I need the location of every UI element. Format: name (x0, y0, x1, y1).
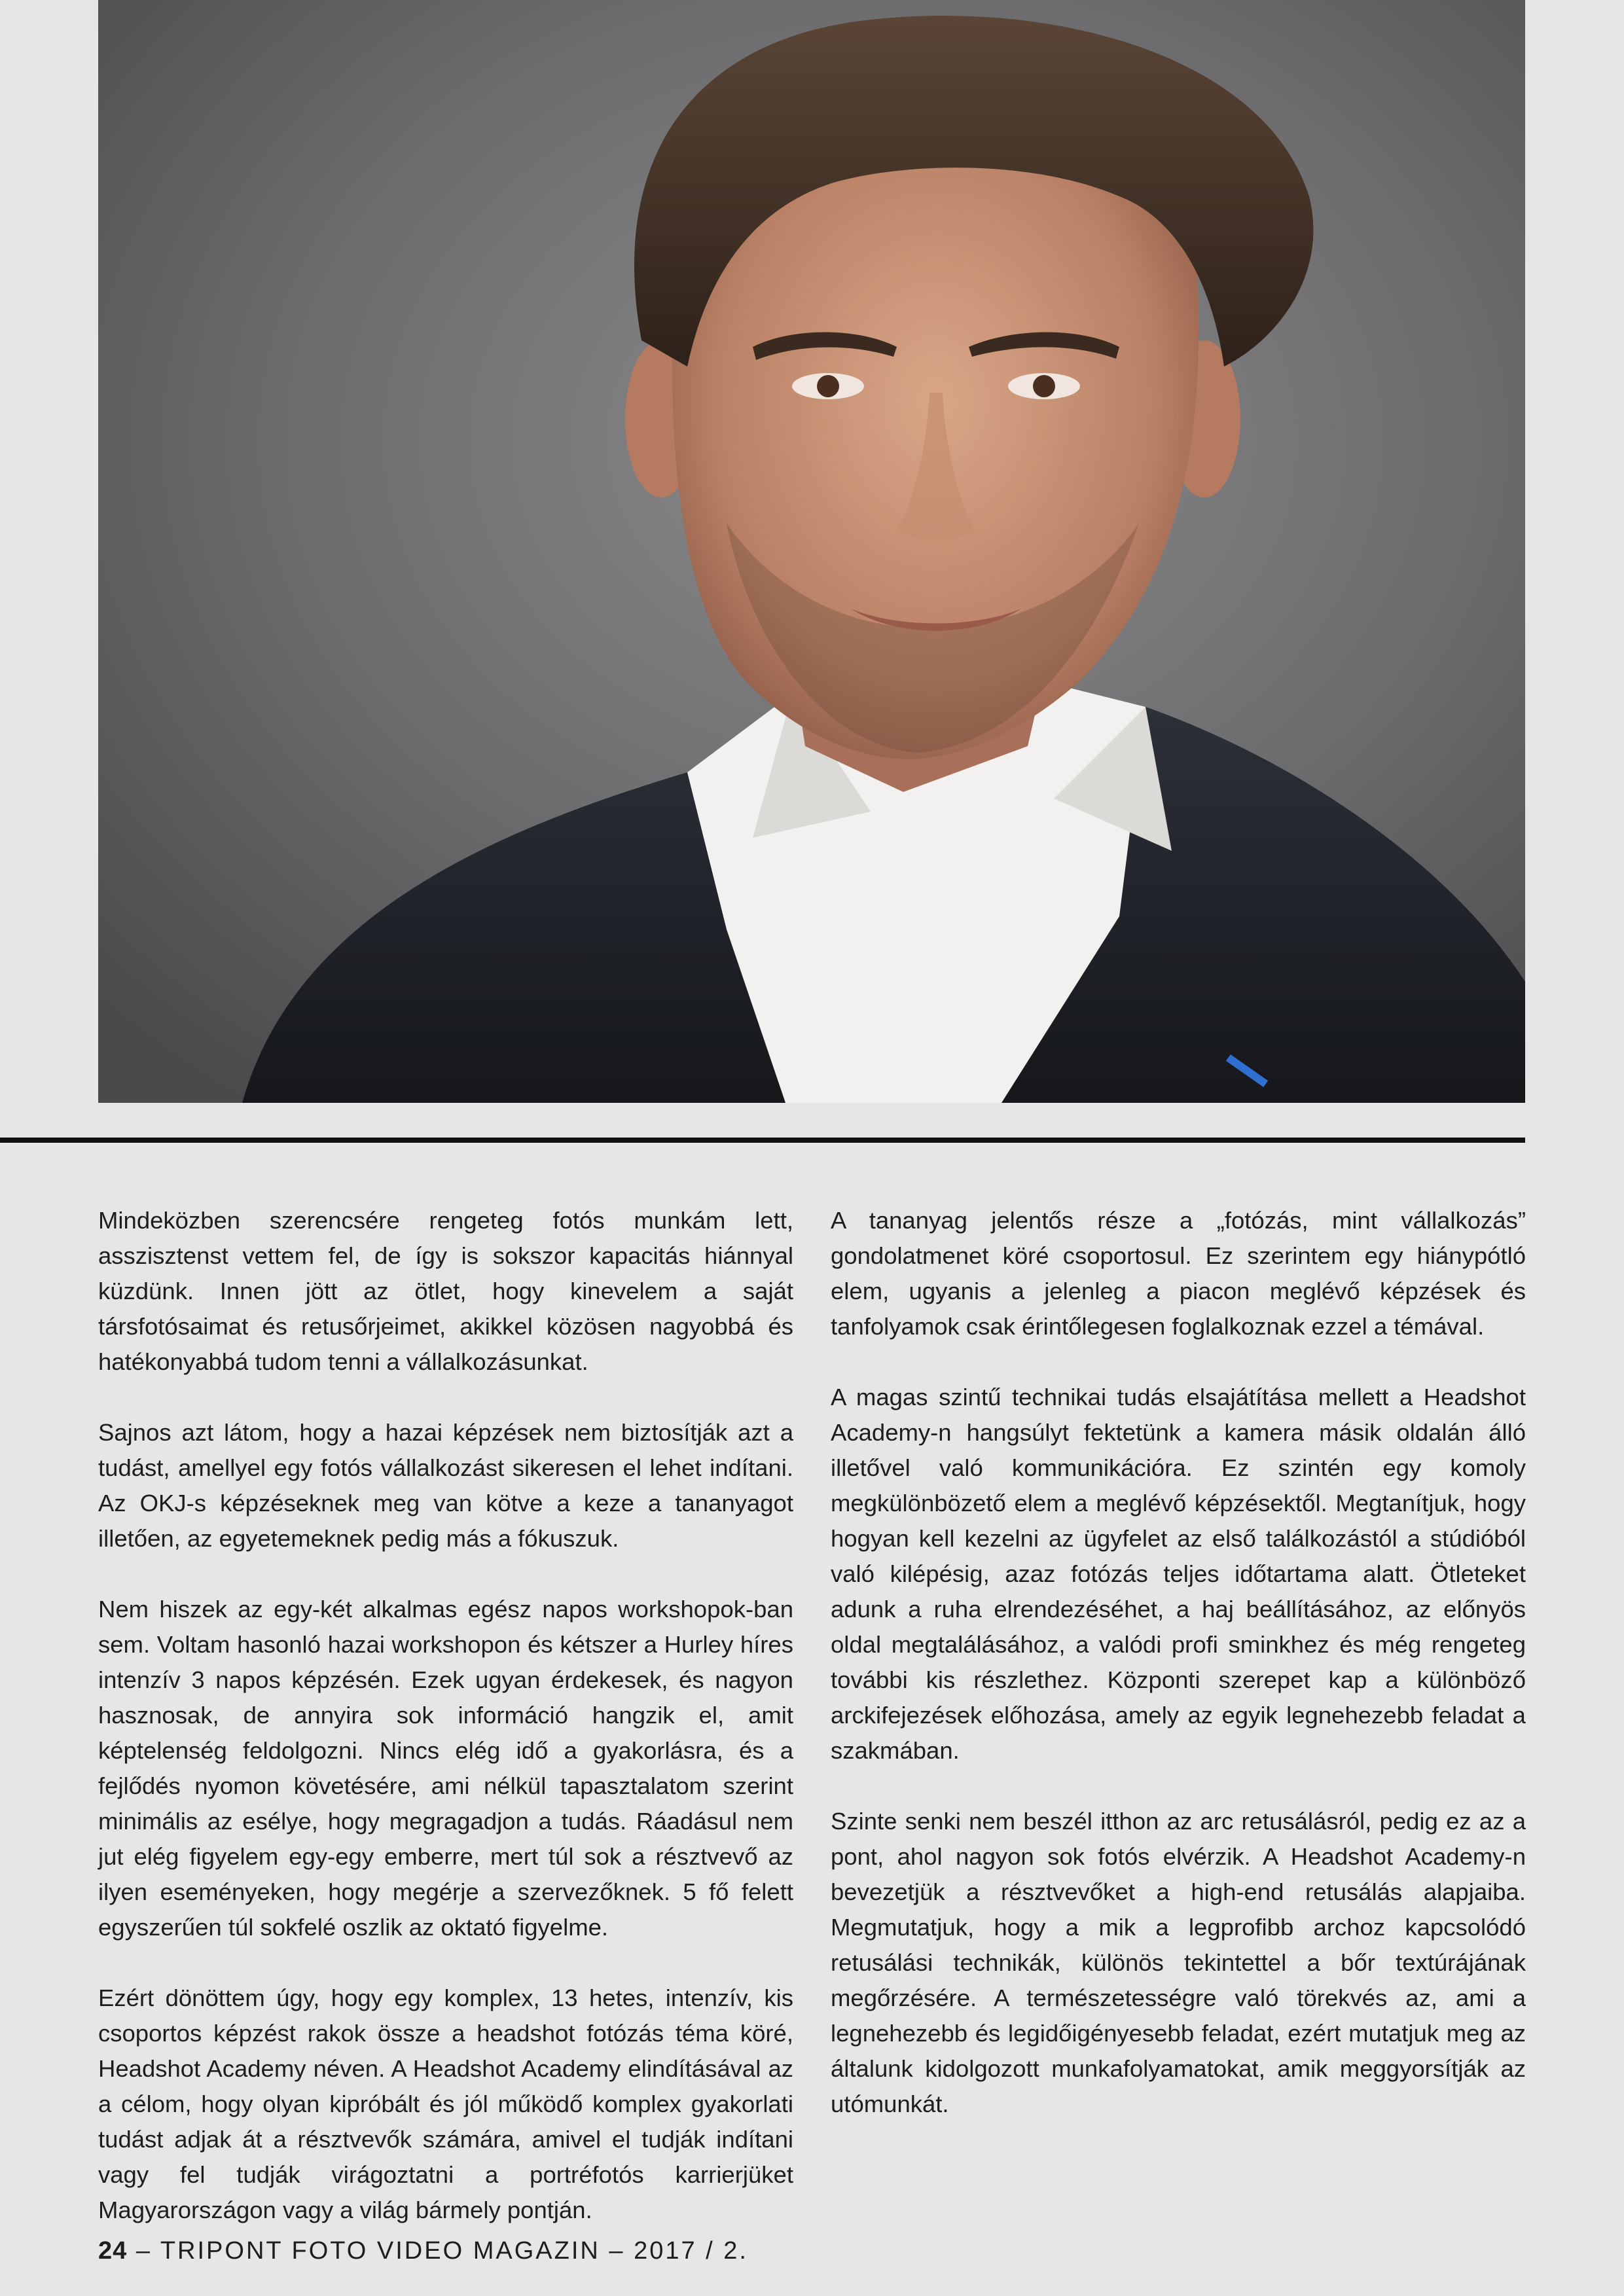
paragraph: Mindeközben szerencsére rengeteg fotós munkám lett, asszisztenst vettem fel, de így is sokszor kapacitás hiánnyal küzdünk. Innen jött az ötlet, hogy kinevelem a saját társfotósaimat és retusőrjeimet, akikkel közösen nagyobbá és hatékonyabbá tudom tenni a vállalkozásunkat. (98, 1207, 793, 1375)
section-divider (0, 1138, 1525, 1143)
paragraph: Szinte senki nem beszél itthon az arc retusálásról, pedig ez az a pont, ahol nagyon sok fotós elvérzik. A Headshot Academy-n bevezetjük a résztvevőket a high-end retusálás alapjaiba. Megmutatjuk, hogy a mik a legprofibb archoz kapcsolódó retusálási technikák, különös tekintettel a bőr textúrájának megőrzésére. A természetességre való törekvés az, ami a legnehezebb és legidőigényesebb feladat, ezért mutatjuk meg az általunk kidolgozott munkafolyamatokat, amik meggyorsítják az utómunkát. (831, 1808, 1526, 2117)
page-footer (98, 2233, 748, 2269)
paragraph: A magas szintű technikai tudás elsajátítása mellett a Headshot Academy-n hangsúlyt fektetünk a kamera másik oldalán álló illetővel való kommunikációra. Ez szintén egy komoly megkülönbözető elem a meglévő képzésektől. Megtanítjuk, hogy hogyan kell kezelni az ügyfelet az első találkozástól a stúdióból való kilépésig, azaz fotózás teljes időtartama alatt. Ötleteket adunk a ruha elrendezéséhet, a haj beállításához, az előnyös oldal megtalálásához, a valódi profi sminkhez és még rengeteg további kis részlethez. Központi szerepet kap a különböző arckifejezések előhozása, amely az egyik legnehezebb feladat a szakmában. (831, 1384, 1526, 1764)
portrait-illustration (98, 0, 1525, 1103)
paragraph: Nem hiszek az egy-két alkalmas egész napos workshopok-ban sem. Voltam hasonló hazai workshopon és kétszer a Hurley híres intenzív 3 napos képzésén. Ezek ugyan érdekesek, és nagyon hasznosak, de annyira sok információ hangzik el, amit képtelenség feldolgozni. Nincs elég idő a gyakorlásra, és a fejlődés nyomon követésére, ami nélkül tapasztalatom szerint minimális az esélye, hogy megragadjon a tudás. Ráadásul nem jut elég figyelem egy-egy emberre, mert túl sok a résztvevő az ilyen eseményeken, hogy megérje a szervezőknek. 5 fő felett egyszerűen túl sokfelé oszlik az oktató figyelme. (98, 1596, 793, 1941)
paragraph: Sajnos azt látom, hogy a hazai képzések nem biztosítják azt a tudást, amellyel egy fotós vállalkozást sikeresen el lehet indítani. Az OKJ-s képzéseknek meg van kötve a keze a tananyagot illetően, az egyetemeknek pedig más a fókuszuk. (98, 1419, 793, 1552)
paragraph: Ezért dönöttem úgy, hogy egy komplex, 13 hetes, intenzív, kis csoportos képzést rakok össze a headshot fotózás téma köré, Headshot Academy néven. A Headshot Academy elindításával az a célom, hogy olyan kipróbált és jól működő komplex gyakorlati tudást adjak át a résztvevők számára, amivel el tudják indítani vagy fel tudják virágoztatni a portréfotós karrierjüket Magyarországon vagy a világ bármely pontján. (98, 1984, 793, 2223)
portrait-photo (98, 0, 1525, 1103)
article-right-column (831, 1203, 1526, 2122)
article-left-column (98, 1203, 793, 2228)
page-number: 24 (98, 2237, 128, 2265)
paragraph: A tananyag jelentős része a „fotózás, mint vállalkozás” gondolatmenet köré csoportosul. Ez szerintem egy hiánypótló elem, ugyanis a jelenleg a piacon meglévő képzések és tanfolyamok csak érintőlegesen foglalkoznak ezzel a témával. (831, 1207, 1526, 1340)
footer-publication: – TRIPONT FOTO VIDEO MAGAZIN – 2017 / 2. (127, 2237, 748, 2265)
